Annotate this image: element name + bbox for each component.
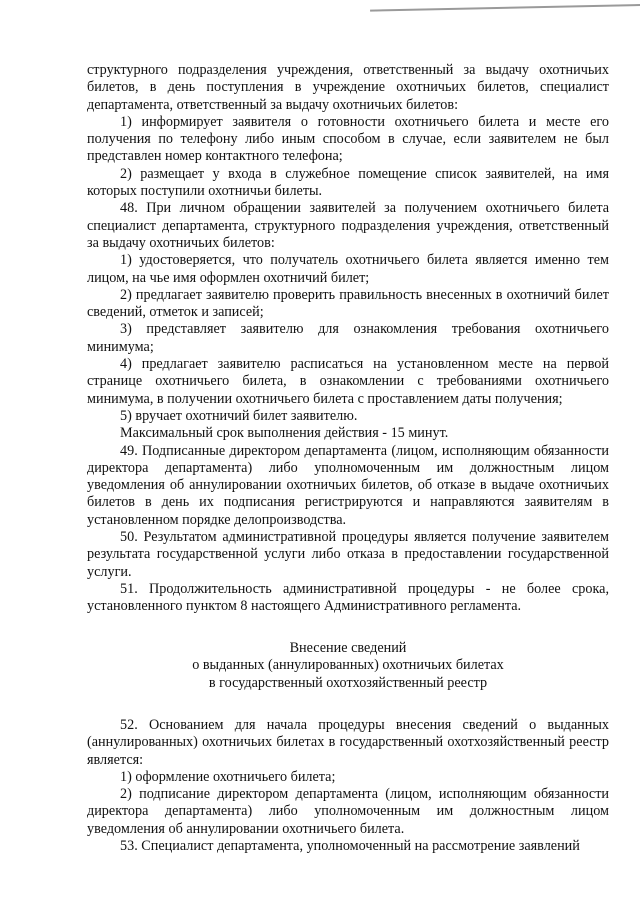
section-heading-line-3: в государственный охотхозяйственный реестр [208,674,488,691]
paragraph-51: 51. Продолжительность административной процедуры - не более срока, установленного пунктом 8 настоящего Административного регламента. [87,580,609,615]
paragraph-continuation: структурного подразделения учреждения, ответственный за выдачу охотничьих билетов, в день поступления в учреждение охотничьих билетов, специалист департамента, ответственный за выдачу охотничьих билетов: [87,62,609,113]
section-heading-line-1: Внесение сведений [289,639,407,656]
list-item-post-list: 2) размещает у входа в служебное помещение список заявителей, на имя которых поступили охотничьи билеты. [87,165,609,200]
max-duration-note: Максимальный срок выполнения действия - 15 минут. [120,425,449,442]
document-body [87,62,609,855]
section-heading [87,640,609,693]
paragraph-50: 50. Результатом административной процедуры является получение заявителем результата государственной услуги либо отказа в предоставлении государственной услуги. [87,529,609,580]
paragraph-52: 52. Основанием для начала процедуры внесения сведений о выданных (аннулированных) охотничьих билетах в государственный охотхозяйственный реестр является: [87,717,609,768]
paragraph-48: 48. При личном обращении заявителей за получением охотничьего билета специалист департамента, структурного подразделения учреждения, ответственный за выдачу охотничьих билетов: [87,200,609,251]
list-item-sign: 4) предлагает заявителю расписаться на установленном месте на первой странице охотничьего билета, в ознакомлении с требованиями охотничьего минимума, в получении охотничьего билета с проставлением даты получения; [87,356,609,407]
section-heading-line-2: о выданных (аннулированных) охотничьих билетах [192,657,504,673]
list-item-check-details: 2) предлагает заявителю проверить правильность внесенных в охотничий билет сведений, отметок и записей; [87,286,609,321]
list-item-inform: 1) информирует заявителя о готовности охотничьего билета и месте его получения по телефону либо иным способом в случае, если заявителем не был представлен номер контактного телефона; [87,113,609,165]
list-item-present-minimum: 3) представляет заявителю для ознакомления требования охотничьего минимума; [87,321,609,355]
list-item-hand-over: 5) вручает охотничий билет заявителю. [120,407,358,424]
list-item-sign-annulment: 2) подписание директором департамента (лицом, исполняющим обязанности директора департамента) либо уполномоченным им должностным лицом уведомления об аннулировании охотничьего билета. [87,786,609,837]
scan-edge-line [370,4,640,12]
paragraph-53: 53. Специалист департамента, уполномоченный на рассмотрение заявлений [120,838,580,855]
paragraph-49: 49. Подписанные директором департамента (лицом, исполняющим обязанности директора департамента) либо уполномоченным им должностным лицом уведомления об аннулировании охотничьих билетов, об отказе в выдаче охотничьих билетов в день их подписания регистрируются и направляются заявителям в установленном порядке делопроизводства. [87,442,609,528]
list-item-verify-recipient: 1) удостоверяется, что получатель охотничьего билета является именно тем лицом, на чье имя оформлен охотничий билет; [87,252,609,286]
list-item-issue-ticket: 1) оформление охотничьего билета; [120,768,336,785]
